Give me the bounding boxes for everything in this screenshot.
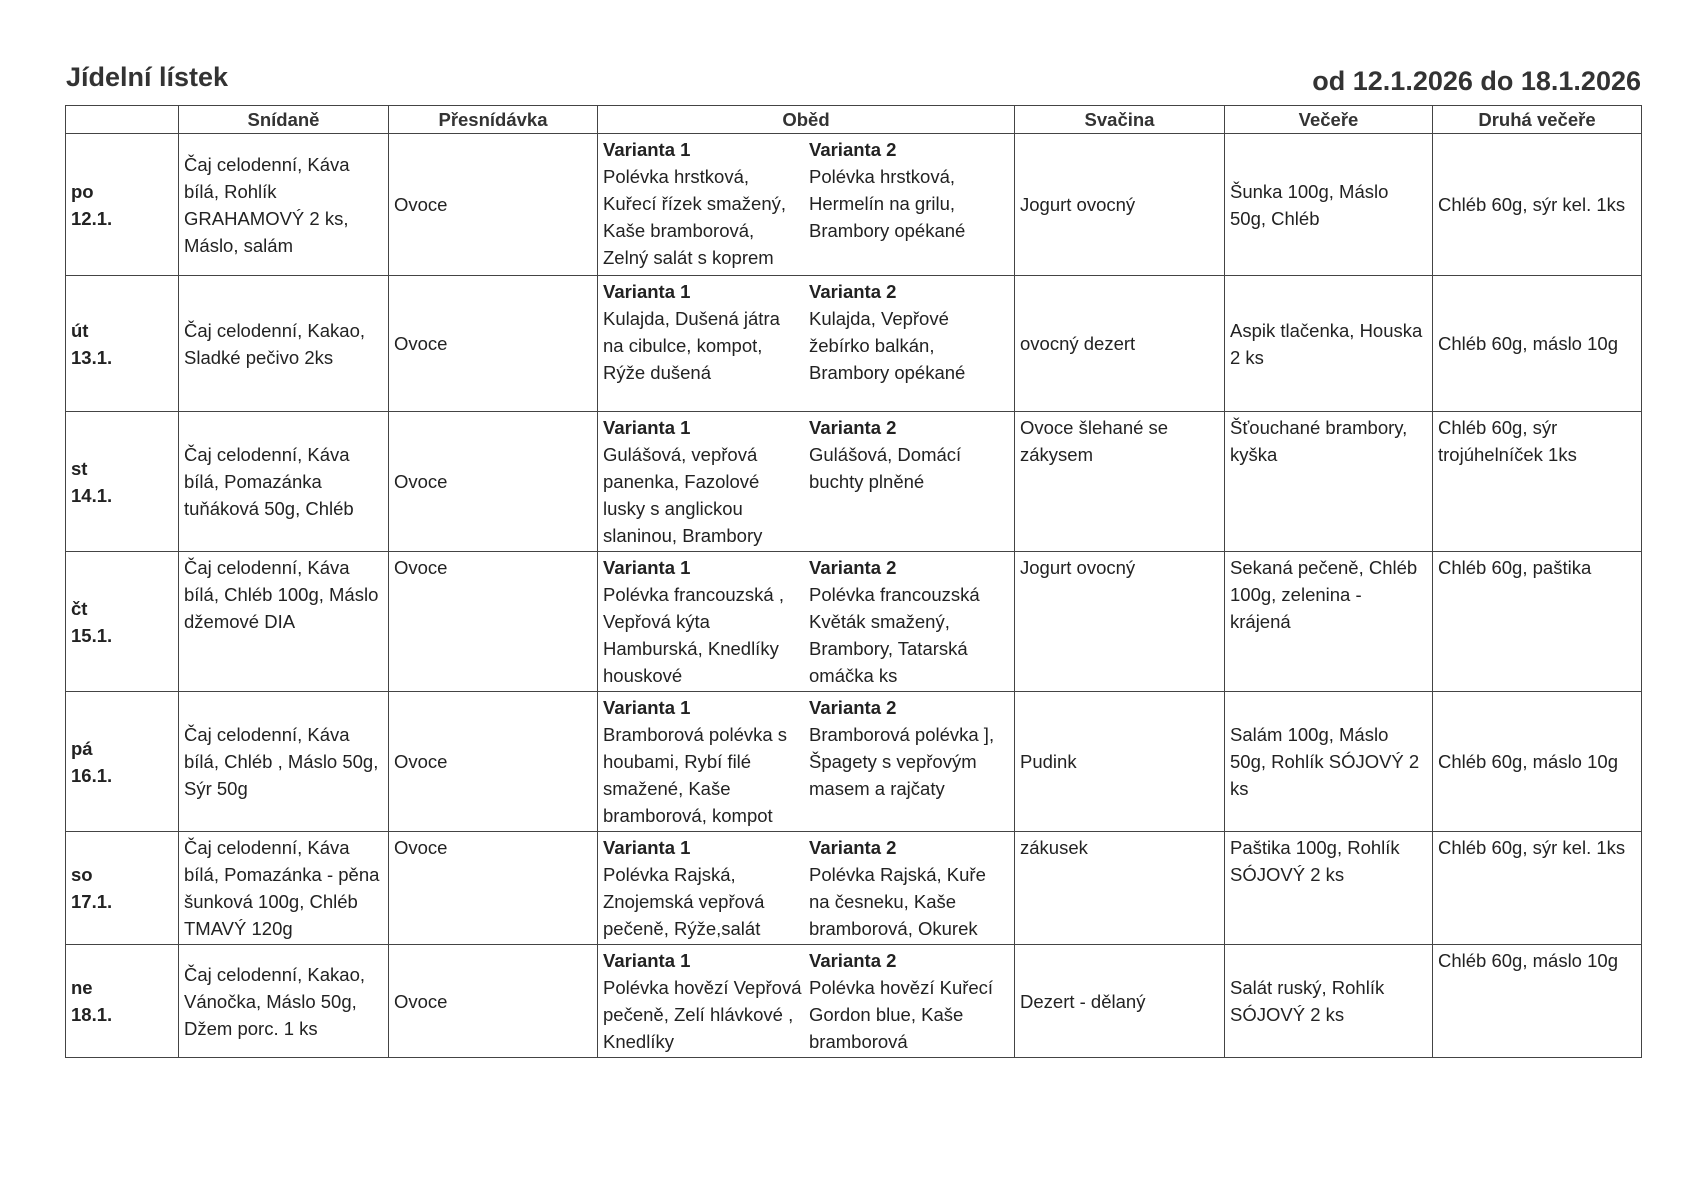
druha-vecere-cell: Chléb 60g, sýr kel. 1ks [1433, 134, 1642, 276]
svacina-cell: Ovoce šlehané se zákysem [1015, 412, 1225, 552]
obed-cell [598, 692, 1015, 832]
druha-vecere-cell: Chléb 60g, máslo 10g [1433, 945, 1642, 1058]
day-date: 17.1. [71, 891, 113, 912]
druha-vecere-cell: Chléb 60g, sýr trojúhelníček 1ks [1433, 412, 1642, 552]
varianta-2-text: Kulajda, Vepřové žebírko balkán, Brambory opékané [809, 308, 966, 383]
day-cell [66, 552, 179, 692]
header-obed: Oběd [598, 106, 1015, 134]
varianta-1-text: Gulášová, vepřová panenka, Fazolové lusky s anglickou slaninou, Brambory [603, 444, 763, 546]
obed-varianta-1 [603, 554, 803, 689]
day-name: po [71, 180, 94, 202]
obed-cell [598, 945, 1015, 1058]
varianta-2-label: Varianta 2 [809, 950, 897, 971]
date-range: od 12.1.2026 do 18.1.2026 [1312, 66, 1641, 96]
varianta-2-text: Polévka Rajská, Kuře na česneku, Kaše bramborová, Okurek [809, 864, 986, 939]
obed-varianta-1 [603, 947, 803, 1055]
table-row [66, 692, 1642, 832]
varianta-2-text: Gulášová, Domácí buchty plněné [809, 444, 962, 492]
day-name: ne [71, 977, 93, 998]
header-vecere: Večeře [1225, 106, 1433, 134]
varianta-2-text: Polévka francouzská Květák smažený, Brambory, Tatarská omáčka ks [809, 584, 980, 686]
presnidavka-cell: Ovoce [389, 832, 598, 945]
obed-cell [598, 832, 1015, 945]
obed-cell [598, 134, 1015, 276]
varianta-1-text: Polévka francouzská , Vepřová kýta Hamburská, Knedlíky houskové [603, 584, 784, 686]
header-day [66, 106, 179, 134]
obed-varianta-2 [809, 694, 1009, 829]
druha-vecere-cell: Chléb 60g, sýr kel. 1ks [1433, 832, 1642, 945]
svacina-cell: ovocný dezert [1015, 276, 1225, 412]
table-row [66, 412, 1642, 552]
varianta-1-text: Kulajda, Dušená játra na cibulce, kompot, Rýže dušená [603, 308, 780, 383]
table-row [66, 945, 1642, 1058]
obed-varianta-2 [809, 136, 1009, 271]
snidane-cell: Čaj celodenní, Kakao, Vánočka, Máslo 50g, Džem porc. 1 ks [179, 945, 389, 1058]
day-date: 15.1. [71, 624, 113, 646]
presnidavka-cell: Ovoce [389, 412, 598, 552]
svacina-cell: Pudink [1015, 692, 1225, 832]
header-row [66, 106, 1642, 134]
obed-varianta-2 [809, 947, 1009, 1055]
varianta-1-text: Polévka Rajská, Znojemská vepřová pečeně, Rýže,salát [603, 864, 765, 939]
varianta-2-text: Polévka hrstková, Hermelín na grilu, Brambory opékané [809, 166, 966, 241]
varianta-1-text: Bramborová polévka s houbami, Rybí filé smažené, Kaše bramborová, kompot [603, 724, 788, 826]
varianta-1-label: Varianta 1 [603, 950, 691, 971]
table-row [66, 276, 1642, 412]
varianta-2-text: Bramborová polévka ], Špagety s vepřovým masem a rajčaty [809, 724, 995, 799]
varianta-2-label: Varianta 2 [809, 281, 897, 302]
varianta-1-text: Polévka hovězí Vepřová pečeně, Zelí hlávkové , Knedlíky [603, 977, 802, 1052]
varianta-1-label: Varianta 1 [603, 557, 691, 578]
vecere-cell: Aspik tlačenka, Houska 2 ks [1225, 276, 1433, 412]
svacina-cell: Jogurt ovocný [1015, 134, 1225, 276]
druha-vecere-cell: Chléb 60g, máslo 10g [1433, 276, 1642, 412]
varianta-1-label: Varianta 1 [603, 697, 691, 718]
presnidavka-cell: Ovoce [389, 552, 598, 692]
varianta-1-text: Polévka hrstková, Kuřecí řízek smažený, Kaše bramborová, Zelný salát s koprem [603, 166, 787, 268]
varianta-2-label: Varianta 2 [809, 837, 897, 858]
varianta-2-label: Varianta 2 [809, 697, 897, 718]
snidane-cell: Čaj celodenní, Kakao, Sladké pečivo 2ks [179, 276, 389, 412]
table-row [66, 134, 1642, 276]
day-date: 14.1. [71, 484, 113, 506]
day-cell [66, 692, 179, 832]
day-date: 16.1. [71, 764, 113, 786]
snidane-cell: Čaj celodenní, Káva bílá, Chléb 100g, Máslo džemové DIA [179, 552, 389, 692]
obed-varianta-1 [603, 278, 803, 386]
header-druha-vecere: Druhá večeře [1433, 106, 1642, 134]
day-cell [66, 945, 179, 1058]
day-date: 12.1. [71, 207, 113, 229]
presnidavka-cell: Ovoce [389, 692, 598, 832]
page-title: Jídelní lístek [66, 62, 229, 92]
header-svacina: Svačina [1015, 106, 1225, 134]
presnidavka-cell: Ovoce [389, 945, 598, 1058]
table-row [66, 832, 1642, 945]
day-date: 13.1. [71, 346, 113, 368]
snidane-cell: Čaj celodenní, Káva bílá, Pomazánka tuňáková 50g, Chléb [179, 412, 389, 552]
day-name: pá [71, 737, 93, 759]
day-date: 18.1. [71, 1004, 113, 1025]
day-cell [66, 134, 179, 276]
day-name: čt [71, 597, 88, 619]
vecere-cell: Salát ruský, Rohlík SÓJOVÝ 2 ks [1225, 945, 1433, 1058]
day-cell [66, 276, 179, 412]
vecere-cell: Salám 100g, Máslo 50g, Rohlík SÓJOVÝ 2 ks [1225, 692, 1433, 832]
varianta-1-label: Varianta 1 [603, 417, 691, 438]
table-row [66, 552, 1642, 692]
header-presnidavka: Přesnídávka [389, 106, 598, 134]
vecere-cell: Šťouchané brambory, kyška [1225, 412, 1433, 552]
varianta-2-label: Varianta 2 [809, 417, 897, 438]
varianta-2-text: Polévka hovězí Kuřecí Gordon blue, Kaše bramborová [809, 977, 994, 1052]
vecere-cell: Paštika 100g, Rohlík SÓJOVÝ 2 ks [1225, 832, 1433, 945]
svacina-cell: Jogurt ovocný [1015, 552, 1225, 692]
obed-cell [598, 552, 1015, 692]
obed-varianta-1 [603, 694, 803, 829]
varianta-2-label: Varianta 2 [809, 557, 897, 578]
vecere-cell: Sekaná pečeně, Chléb 100g, zelenina - krájená [1225, 552, 1433, 692]
day-cell [66, 412, 179, 552]
header-snidane: Snídaně [179, 106, 389, 134]
obed-cell [598, 412, 1015, 552]
presnidavka-cell: Ovoce [389, 134, 598, 276]
varianta-1-label: Varianta 1 [603, 281, 691, 302]
vecere-cell: Šunka 100g, Máslo 50g, Chléb [1225, 134, 1433, 276]
day-name: st [71, 457, 88, 479]
presnidavka-cell: Ovoce [389, 276, 598, 412]
snidane-cell: Čaj celodenní, Káva bílá, Chléb , Máslo 50g, Sýr 50g [179, 692, 389, 832]
obed-varianta-2 [809, 278, 1009, 386]
svacina-cell: zákusek [1015, 832, 1225, 945]
obed-varianta-2 [809, 554, 1009, 689]
day-name: út [71, 319, 89, 341]
obed-varianta-2 [809, 414, 1009, 549]
obed-varianta-2 [809, 834, 1009, 942]
snidane-cell: Čaj celodenní, Káva bílá, Pomazánka - pěna šunková 100g, Chléb TMAVÝ 120g [179, 832, 389, 945]
snidane-cell: Čaj celodenní, Káva bílá, Rohlík GRAHAMOVÝ 2 ks, Máslo, salám [179, 134, 389, 276]
varianta-1-label: Varianta 1 [603, 139, 691, 160]
menu-table [65, 105, 1642, 1058]
obed-varianta-1 [603, 136, 803, 271]
druha-vecere-cell: Chléb 60g, paštika [1433, 552, 1642, 692]
druha-vecere-cell: Chléb 60g, máslo 10g [1433, 692, 1642, 832]
day-name: so [71, 864, 93, 885]
day-cell [66, 832, 179, 945]
obed-cell [598, 276, 1015, 412]
varianta-1-label: Varianta 1 [603, 837, 691, 858]
varianta-2-label: Varianta 2 [809, 139, 897, 160]
svacina-cell: Dezert - dělaný [1015, 945, 1225, 1058]
obed-varianta-1 [603, 414, 803, 549]
obed-varianta-1 [603, 834, 803, 942]
